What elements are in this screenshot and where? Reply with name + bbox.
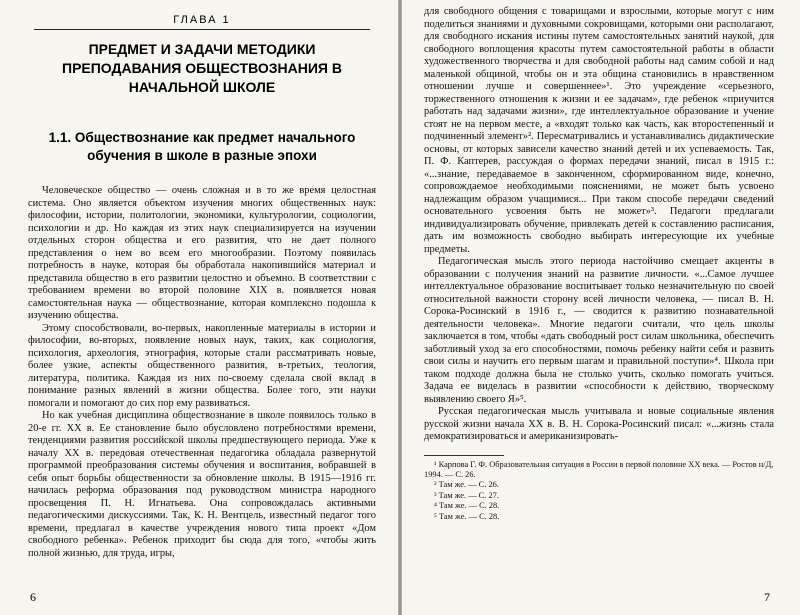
page-number-left: 6 — [30, 590, 36, 604]
left-body-text — [28, 185, 376, 560]
paragraph: Но как учебная дисциплина обществознание в школе появилось только в 20-е гг. XX в. Ее становление было обусловлено потребностями времени, тенденциями развития российской школы предшествующего периода. Уже к началу XX в. передовая отечественная педагогика обладала развернутой программой преобразования системы обучения и воспитания, вобравшей в себя опыт борьбы общественности за обновление школы. В 1915—1916 гг. начилась реформа образования под руководством министра народного просвещения П. Н. Игнатьева. Она сопровождалась активными педагогическими дискуссиями. Так, К. Н. Вентцель, известный педагог того времени, предлагал в качестве учреждения нового типа проект «Дом свободного ребенка». Ребенок приходит бы сюда для того, «чтобы жить полной жизнью, для труда, игры, — [28, 410, 376, 559]
paragraph: Этому способствовали, во-первых, накопленные материалы в истории и философии, во-вторых, появление новых наук, таких, как социология, психология, археология, этнография, которые стали рассматривать новые, более узкие, аспекты общественного развития, в-третьих, теология, литература, политика. Каждая из них по-своему сделала свой вклад в понимание разных явлений в жизни общества. Более того, эти науки помогали и помогают до сих пор ему развиваться. — [28, 322, 376, 409]
chapter-label: ГЛАВА 1 — [34, 14, 370, 30]
section-title: 1.1. Обществознание как предмет начального обучения в школе в разные эпохи — [48, 130, 356, 163]
left-page — [0, 0, 398, 615]
footnotes — [424, 460, 774, 522]
footnote-divider — [424, 455, 504, 456]
footnote: ⁴ Там же. — С. 28. — [434, 501, 500, 511]
footnote: ⁵ Там же. — С. 28. — [434, 511, 500, 521]
paragraph: для свободного общения с товарищами и взрослыми, которые могут с ним поделиться знаниями и духовными сокровищами, которыми они располагают, для свободного искания истины путем самостоятельных занятий наукой, для свободного воплощения красоты путем самостоятельной работы в области художественного творчества и для свободной работы над самим собой и над маленькой общиной, чтобы он и эта община становились в нравственном отношении лучше и совершеннее»¹. Это учреждение «серьезного, торжественного отношения к жизни и ее задачам», где ребенок «приучится работать над задачами жизни», где интеллектуальное образование и учение стоят не на первом месте, а «входят только как часть, как второстепенный и подчиненный элемент»². Пересматривались и устанавливались дидактические основы, от которых зависели качество знаний детей и их успеваемость. Так, П. Ф. Каптерев, рассуждая о формах передачи знаний, писал в 1915 г.: «...знание, передаваемое в законченном, сформированном виде, конечно, сопровождаемое необходимыми пояснениями, не может быть усвоено надлежащим образом учащимися... При таком способе передачи сведений основательного усвоения быть не может»³. Педагоги предлагали индивидуализировать обучение, привлекать детей к составлению расписания, дать им возможность свободно выбирать интересующие их учебные предметы. — [424, 6, 774, 255]
paragraph: Русская педагогическая мысль учитывала и новые социальные явления русской жизни начала XX в. В. Н. Сорока-Росинский писал: «...жизнь стала демократизироваться и американизировать- — [424, 406, 774, 442]
footnote: ¹ Карпова Г. Ф. Образовательная ситуация в России в первой половине XX века. — Ростов н/Д, 1994. — С. 26. — [424, 459, 774, 479]
footnote: ² Там же. — С. 26. — [434, 480, 499, 490]
paragraph: Человеческое общество — очень сложная и в то же время целостная система. Оно является объектом изучения многих общественных наук: философии, истории, политологии, экономики, культурологии, социологии, психологии и др. Но каждая из этих наук специализируется на изучении отдельных сторон общества и его развития, что не дает полного представления о нем во всем его многообразии. Поэтому появилась потребность в науке, которая бы обработала накопившийся материал и представила общество в его развитии целостно и объемно. В соответствии с требованием времени во второй половине XIX в. появляется новая самостоятельная наука — обществознание, которая комплексно подошла к изучению общества. — [28, 185, 376, 321]
right-body-text — [424, 6, 774, 444]
chapter-title: ПРЕДМЕТ И ЗАДАЧИ МЕТОДИКИ ПРЕПОДАВАНИЯ ОБЩЕСТВОЗНАНИЯ В НАЧАЛЬНОЙ ШКОЛЕ — [62, 41, 342, 95]
footnote: ³ Там же. — С. 27. — [434, 490, 499, 500]
right-page — [402, 0, 800, 615]
paragraph: Педагогическая мысль этого периода настойчиво смещает акценты в образовании с получения знаний на развитие личности. «...Самое лучшее интеллектуальное образование воспитывает только незначительную по своей относительной важности сторону всей личности человека, — писал В. Н. Сорока-Росинский в 1916 г., — сводится к развитию познавательной деятельности человека». Многие педагоги считали, что цель школы заключается в том, чтобы «дать свободный рост силам школьника, обеспечить заботливый уход за его способностями, помочь ребенку найти себя и развить свои силы и научить его первым шагам и правильной поступи»⁴. Школа при таком подходе должна была не столько учить, сколько помогать учиться. Задача ее виделась в развитии «способности к действию, творческому выявлению своего Я»⁵. — [424, 256, 774, 405]
page-number-right: 7 — [764, 590, 770, 604]
